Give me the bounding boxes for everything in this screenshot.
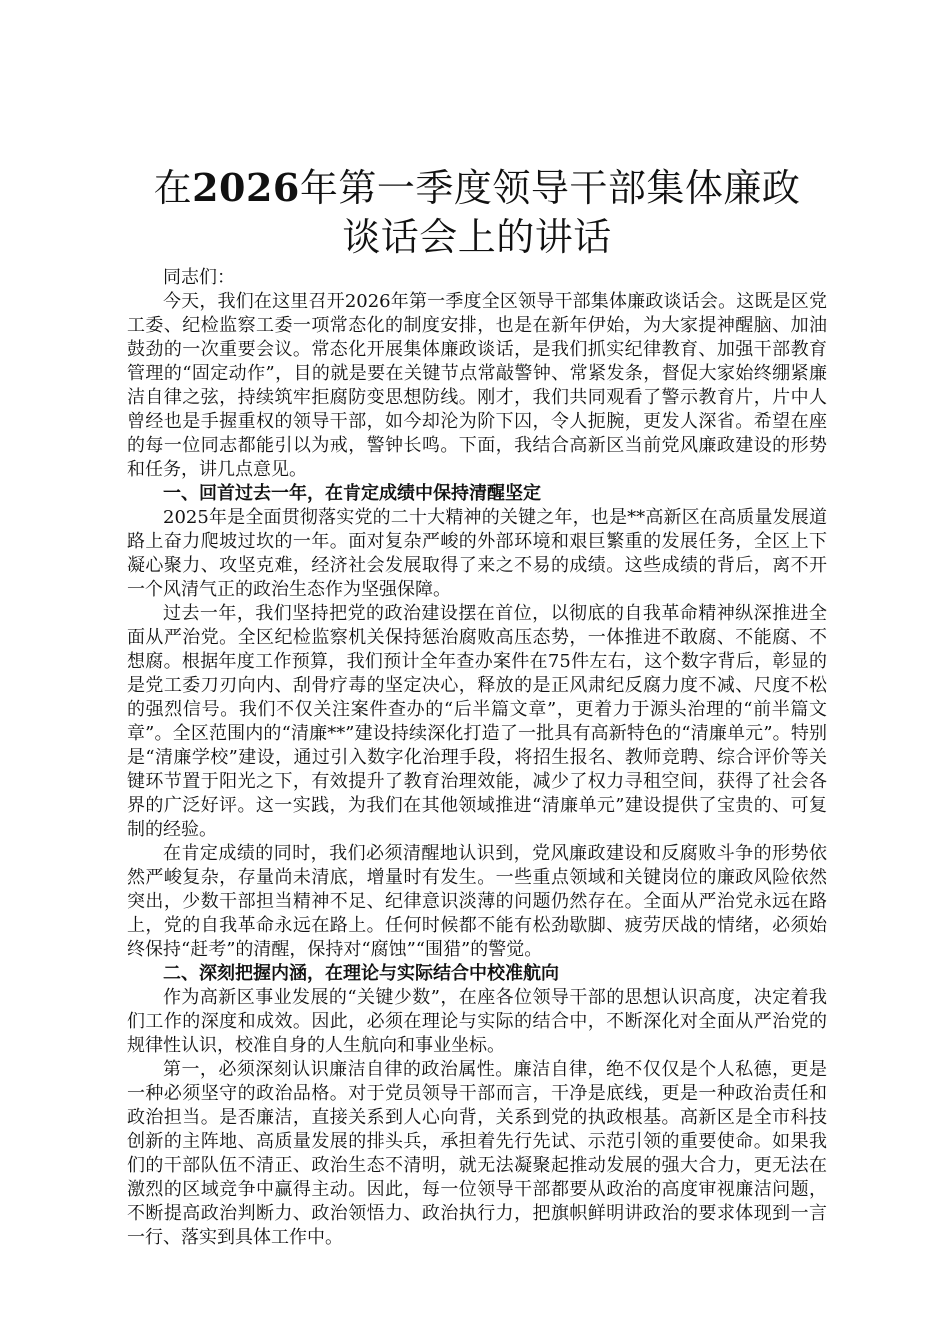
document-body (127, 266, 827, 1250)
section1-paragraph: 在肯定成绩的同时，我们必须清醒地认识到，党风廉政建设和反腐败斗争的形势依然严峻复杂，存量尚未清底，增量时有发生。一些重点领域和关键岗位的廉政风险依然突出，少数干部担当精神不足、纪律意识淡薄的问题仍然存在。全面从严治党永远在路上，党的自我革命永远在路上。任何时候都不能有松劲歇脚、疲劳厌战的情绪，必须始终保持“赶考”的清醒，保持对“腐蚀”“围猎”的警觉。 (127, 843, 827, 960)
section2-paragraph: 作为高新区事业发展的“关键少数”，在座各位领导干部的思想认识高度，决定着我们工作的深度和成效。因此，必须在理论与实际的结合中，不断深化对全面从严治党的规律性认识，校准自身的人生航向和事业坐标。 (127, 987, 827, 1056)
section-heading-2: 二、深刻把握内涵，在理论与实际结合中校准航向 (163, 963, 559, 984)
section2-paragraph: 第一，必须深刻认识廉洁自律的政治属性。廉洁自律，绝不仅仅是个人私德，更是一种必须坚守的政治品格。对于党员领导干部而言，干净是底线，更是一种政治责任和政治担当。是否廉洁，直接关系到人心向背，关系到党的执政根基。高新区是全市科技创新的主阵地、高质量发展的排头兵，承担着先行先试、示范引领的重要使命。如果我们的干部队伍不清正、政治生态不清明，就无法凝聚起推动发展的强大合力，更无法在激烈的区域竞争中赢得主动。因此，每一位领导干部都要从政治的高度审视廉洁问题，不断提高政治判断力、政治领悟力、政治执行力，把旗帜鲜明讲政治的要求体现到一言一行、落实到具体工作中。 (127, 1059, 827, 1248)
section1-paragraph: 过去一年，我们坚持把党的政治建设摆在首位，以彻底的自我革命精神纵深推进全面从严治党。全区纪检监察机关保持惩治腐败高压态势，一体推进不敢腐、不能腐、不想腐。根据年度工作预算，我们预计全年查办案件在75件左右，这个数字背后，彰显的是党工委刀刃向内、刮骨疗毒的坚定决心，释放的是正风肃纪反腐力度不减、尺度不松的强烈信号。我们不仅关注案件查办的“后半篇文章”，更着力于源头治理的“前半篇文章”。全区范围内的“清廉**”建设持续深化打造了一批具有高新特色的“清廉单元”。特别是“清廉学校”建设，通过引入数字化治理手段，将招生报名、教师竞聘、综合评价等关键环节置于阳光之下，有效提升了教育治理效能，减少了权力寻租空间，获得了社会各界的广泛好评。这一实践，为我们在其他领域推进“清廉单元”建设提供了宝贵的、可复制的经验。 (127, 603, 827, 840)
title-prefix: 在 (153, 166, 193, 210)
section1-paragraph: 2025年是全面贯彻落实党的二十大精神的关键之年，也是**高新区在高质量发展道路上奋力爬坡过坎的一年。面对复杂严峻的外部环境和艰巨繁重的发展任务，全区上下凝心聚力、攻坚克难，经济社会发展取得了来之不易的成绩。这些成绩的背后，离不开一个风清气正的政治生态作为坚强保障。 (127, 507, 827, 600)
title-suffix: 年第一季度领导干部集体廉政谈话会上的讲话 (299, 166, 801, 259)
opening-paragraph: 今天，我们在这里召开2026年第一季度全区领导干部集体廉政谈话会。这既是区党工委、纪检监察工委一项常态化的制度安排，也是在新年伊始，为大家提神醒脑、加油鼓劲的一次重要会议。常态化开展集体廉政谈话，是我们抓实纪律教育、加强干部教育管理的“固定动作”，目的就是要在关键节点常敲警钟、常紧发条，督促大家始终绷紧廉洁自律之弦，持续筑牢拒腐防变思想防线。刚才，我们共同观看了警示教育片，片中人曾经也是手握重权的领导干部，如今却沦为阶下囚，令人扼腕，更发人深省。希望在座的每一位同志都能引以为戒，警钟长鸣。下面，我结合高新区当前党风廉政建设的形势和任务，讲几点意见。 (127, 291, 827, 480)
salutation: 同志们： (163, 267, 235, 288)
document-content (127, 163, 827, 1250)
title-year: 2026 (192, 165, 300, 210)
section-heading-1: 一、回首过去一年，在肯定成绩中保持清醒坚定 (163, 483, 541, 504)
document-title (127, 163, 827, 262)
